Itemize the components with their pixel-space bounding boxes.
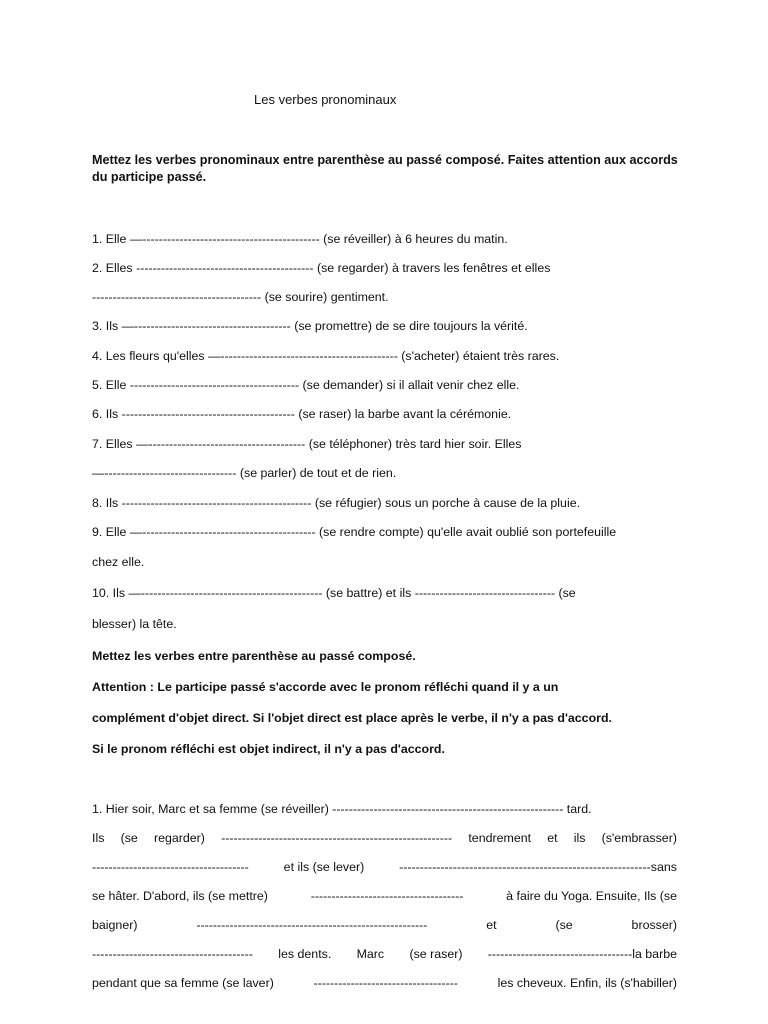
exercise1-line-8: 8. Ils ---------------------------------------------- (se réfugier) sous un porche à cause de la pluie. bbox=[92, 496, 581, 510]
text-segment: se hâter. D'abord, ils (se mettre) bbox=[92, 889, 268, 903]
instruction-1: Mettez les verbes pronominaux entre parenthèse au passé composé. Faites attention aux accords du participe passé. bbox=[92, 153, 678, 184]
blank: -------------------------------------------------------- bbox=[196, 918, 428, 932]
word: Ils bbox=[92, 831, 105, 845]
blank: --------------------------------------- bbox=[92, 947, 253, 961]
word: Marc bbox=[356, 947, 385, 961]
word: regarder) bbox=[153, 831, 205, 845]
word: baigner) bbox=[92, 918, 138, 932]
attention-line-1: Attention : Le participe passé s'accorde avec le pronom réfléchi quand il y a un bbox=[92, 680, 559, 694]
blank: -------------------------------------------------------- bbox=[221, 831, 453, 845]
blank: ----------------------------------- bbox=[313, 976, 458, 990]
exercise2-line-3 bbox=[92, 859, 677, 875]
exercise1-line-9: 9. Elle —------------------------------------------ (se rendre compte) qu'elle avait oublié son portefeuille bbox=[92, 525, 617, 539]
exercise1-line-1: 1. Elle —------------------------------------------- (se réveiller) à 6 heures du matin. bbox=[92, 232, 508, 246]
exercise2-line-5 bbox=[92, 917, 677, 933]
text-segment: les dents. bbox=[278, 947, 332, 961]
word: (se bbox=[555, 918, 573, 932]
exercise1-line-2b: ----------------------------------------- (se sourire) gentiment. bbox=[92, 290, 389, 304]
exercise2-line-4 bbox=[92, 888, 677, 904]
exercise1-line-6: 6. Ils ------------------------------------------ (se raser) la barbe avant la cérémonie. bbox=[92, 407, 512, 421]
document-title: Les verbes pronominaux bbox=[254, 92, 397, 107]
text-segment: (se raser) bbox=[409, 947, 463, 961]
exercise2-line-7 bbox=[92, 975, 677, 991]
word: tendrement bbox=[468, 831, 532, 845]
text-segment: les cheveux. Enfin, ils (s'habiller) bbox=[497, 976, 677, 990]
blank: ------------------------------------- bbox=[310, 889, 464, 903]
word: ils bbox=[573, 831, 586, 845]
blank: -----------------------------------la barbe bbox=[487, 947, 677, 961]
text-segment: à faire du Yoga. Ensuite, Ils (se bbox=[506, 889, 677, 903]
exercise1-line-4: 4. Les fleurs qu'elles —------------------------------------------- (s'acheter) étaient très rares. bbox=[92, 349, 560, 363]
word: et bbox=[547, 831, 558, 845]
attention-line-2: complément d'objet direct. Si l'objet direct est place après le verbe, il n'y a pas d'accord. bbox=[92, 711, 612, 725]
exercise1-line-7b: —-------------------------------- (se parler) de tout et de rien. bbox=[92, 466, 397, 480]
exercise1-line-7: 7. Elles —-------------------------------------- (se téléphoner) très tard hier soir. Elles bbox=[92, 437, 522, 451]
exercise1-line-10: 10. Ils —-------------------------------------------- (se battre) et ils ---------------------------------- (se bbox=[92, 586, 576, 600]
exercise2-line-6 bbox=[92, 946, 677, 962]
exercise1-line-10b: blesser) la tête. bbox=[92, 617, 177, 631]
word: brosser) bbox=[631, 918, 677, 932]
exercise2-line-1: 1. Hier soir, Marc et sa femme (se réveiller) -------------------------------------------------------- tard. bbox=[92, 802, 592, 816]
word: (s'embrasser) bbox=[601, 831, 677, 845]
text-segment: pendant que sa femme (se laver) bbox=[92, 976, 274, 990]
text-segment: et ils (se lever) bbox=[283, 860, 365, 874]
blank: -------------------------------------- bbox=[92, 860, 249, 874]
blank: -------------------------------------------------------------sans bbox=[399, 860, 677, 874]
exercise1-line-2: 2. Elles ------------------------------------------- (se regarder) à travers les fenêtres et elles bbox=[92, 261, 551, 275]
exercise2-line-2 bbox=[92, 830, 677, 846]
exercise1-line-3: 3. Ils —-------------------------------------- (se promettre) de se dire toujours la vérité. bbox=[92, 319, 528, 333]
attention-line-3: Si le pronom réfléchi est objet indirect, il n'y a pas d'accord. bbox=[92, 742, 445, 756]
instruction-2: Mettez les verbes entre parenthèse au passé composé. bbox=[92, 649, 416, 663]
word: et bbox=[486, 918, 497, 932]
exercise1-line-5: 5. Elle ----------------------------------------- (se demander) si il allait venir chez elle. bbox=[92, 378, 520, 392]
word: (se bbox=[120, 831, 138, 845]
exercise1-line-9b: chez elle. bbox=[92, 555, 145, 569]
